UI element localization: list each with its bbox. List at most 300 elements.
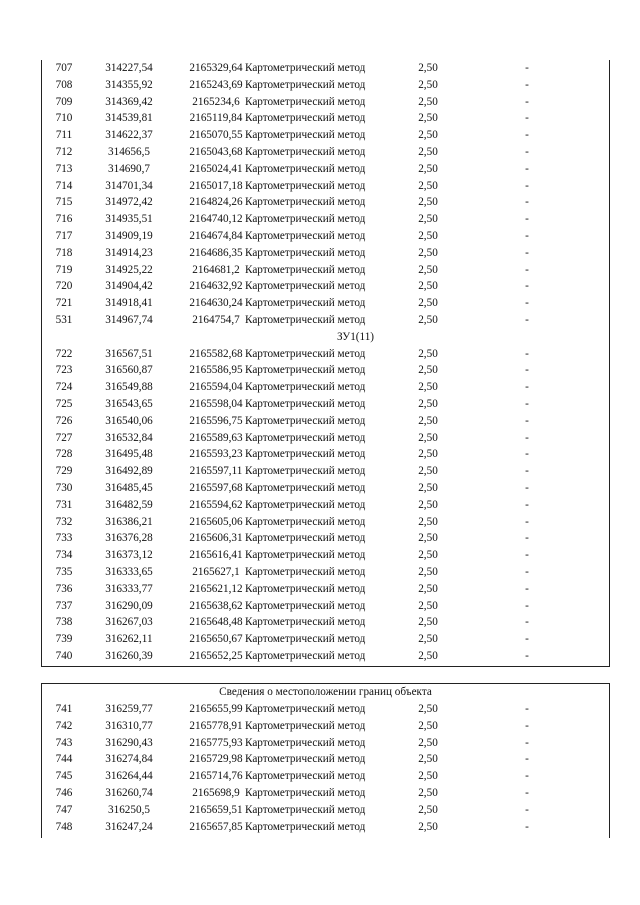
table-row bbox=[42, 718, 609, 735]
method: Картометрический метод bbox=[245, 280, 366, 293]
coord-x: 316260,39 bbox=[105, 649, 153, 662]
precision: 2,50 bbox=[418, 803, 438, 816]
coord-y: 2165596,75 bbox=[189, 414, 243, 427]
table-row bbox=[42, 127, 609, 144]
coord-x: 314935,51 bbox=[105, 213, 153, 226]
point-number: 709 bbox=[55, 95, 73, 108]
coord-x: 314909,19 bbox=[105, 229, 153, 242]
coord-x: 314690,7 bbox=[108, 162, 150, 175]
description: - bbox=[525, 719, 529, 732]
point-number: 713 bbox=[55, 162, 73, 175]
description: - bbox=[525, 703, 529, 715]
point-number: 737 bbox=[55, 599, 73, 612]
coord-y: 2164674,84 bbox=[189, 229, 243, 242]
point-number: 748 bbox=[55, 820, 73, 833]
block-title: Сведения о местоположении границ объекта bbox=[219, 686, 432, 698]
coord-y: 2165043,68 bbox=[189, 145, 243, 158]
table-row bbox=[42, 413, 609, 430]
coord-y: 2164740,12 bbox=[189, 213, 243, 226]
precision: 2,50 bbox=[418, 515, 438, 528]
coord-x: 314904,42 bbox=[105, 280, 153, 293]
method: Картометрический метод bbox=[245, 431, 366, 444]
coord-y: 2165775,93 bbox=[189, 736, 243, 749]
precision: 2,50 bbox=[418, 145, 438, 158]
method: Картометрический метод bbox=[245, 297, 366, 310]
table-row bbox=[42, 312, 609, 329]
description: - bbox=[525, 736, 529, 749]
coord-y: 2165778,91 bbox=[189, 719, 243, 732]
point-number: 714 bbox=[55, 179, 73, 192]
coord-x: 316532,84 bbox=[105, 431, 153, 444]
description: - bbox=[525, 820, 529, 833]
precision: 2,50 bbox=[418, 736, 438, 749]
method: Картометрический метод bbox=[245, 532, 366, 545]
method: Картометрический метод bbox=[245, 515, 366, 528]
coord-y: 2165593,23 bbox=[189, 448, 243, 461]
coord-x: 316259,77 bbox=[105, 703, 153, 715]
method: Картометрический метод bbox=[245, 498, 366, 511]
description: - bbox=[525, 145, 529, 158]
description: - bbox=[525, 246, 529, 259]
precision: 2,50 bbox=[418, 280, 438, 293]
coord-x: 316274,84 bbox=[105, 753, 153, 766]
description: - bbox=[525, 633, 529, 646]
description: - bbox=[525, 280, 529, 293]
description: - bbox=[525, 347, 529, 360]
point-number: 710 bbox=[55, 112, 73, 125]
table-row bbox=[42, 295, 609, 312]
description: - bbox=[525, 313, 529, 326]
coord-x: 316310,77 bbox=[105, 719, 153, 732]
table-row bbox=[42, 161, 609, 178]
table-row bbox=[42, 94, 609, 111]
method: Картометрический метод bbox=[245, 448, 366, 461]
precision: 2,50 bbox=[418, 549, 438, 562]
coord-y: 2164630,24 bbox=[189, 297, 243, 310]
coord-x: 314925,22 bbox=[105, 263, 153, 276]
method: Картометрический метод bbox=[245, 770, 366, 783]
coord-x: 316264,44 bbox=[105, 770, 153, 783]
description: - bbox=[525, 786, 529, 799]
description: - bbox=[525, 196, 529, 209]
precision: 2,50 bbox=[418, 414, 438, 427]
method: Картометрический метод bbox=[245, 703, 366, 715]
point-number: 728 bbox=[55, 448, 73, 461]
precision: 2,50 bbox=[418, 381, 438, 394]
method: Картометрический метод bbox=[245, 820, 366, 833]
description: - bbox=[525, 448, 529, 461]
method: Картометрический метод bbox=[245, 616, 366, 629]
coord-x: 316333,65 bbox=[105, 565, 153, 578]
table-row bbox=[42, 211, 609, 228]
precision: 2,50 bbox=[418, 196, 438, 209]
point-number: 743 bbox=[55, 736, 73, 749]
table-row bbox=[42, 631, 609, 648]
point-number: 739 bbox=[55, 633, 73, 646]
method: Картометрический метод bbox=[245, 582, 366, 595]
table-row bbox=[42, 768, 609, 785]
method: Картометрический метод bbox=[245, 95, 366, 108]
coord-y: 2165648,48 bbox=[189, 616, 243, 629]
precision: 2,50 bbox=[418, 162, 438, 175]
point-number: 735 bbox=[55, 565, 73, 578]
table-row bbox=[42, 110, 609, 127]
table-row bbox=[42, 396, 609, 413]
rows-group-b bbox=[42, 346, 609, 665]
precision: 2,50 bbox=[418, 95, 438, 108]
table-row bbox=[42, 530, 609, 547]
description: - bbox=[525, 753, 529, 766]
coord-x: 314622,37 bbox=[105, 129, 153, 142]
coord-y: 2165714,76 bbox=[189, 770, 243, 783]
point-number: 716 bbox=[55, 213, 73, 226]
coord-x: 316247,24 bbox=[105, 820, 153, 833]
coord-x: 314355,92 bbox=[105, 78, 153, 91]
point-number: 732 bbox=[55, 515, 73, 528]
precision: 2,50 bbox=[418, 179, 438, 192]
coord-y: 2164681,2 bbox=[192, 263, 240, 276]
method: Картометрический метод bbox=[245, 565, 366, 578]
coord-y: 2165638,62 bbox=[189, 599, 243, 612]
description: - bbox=[525, 213, 529, 226]
coord-y: 2165597,68 bbox=[189, 481, 243, 494]
coord-x: 316549,88 bbox=[105, 381, 153, 394]
method: Картометрический метод bbox=[245, 786, 366, 799]
precision: 2,50 bbox=[418, 786, 438, 799]
table-row bbox=[42, 598, 609, 615]
precision: 2,50 bbox=[418, 229, 438, 242]
description: - bbox=[525, 616, 529, 629]
method: Картометрический метод bbox=[245, 736, 366, 749]
method: Картометрический метод bbox=[245, 162, 366, 175]
coord-y: 2165616,41 bbox=[189, 549, 243, 562]
coord-y: 2164686,35 bbox=[189, 246, 243, 259]
rows-group-a bbox=[42, 60, 609, 329]
coord-x: 316560,87 bbox=[105, 364, 153, 377]
precision: 2,50 bbox=[418, 347, 438, 360]
coord-y: 2165606,31 bbox=[189, 532, 243, 545]
coord-y: 2165729,98 bbox=[189, 753, 243, 766]
coord-y: 2165659,51 bbox=[189, 803, 243, 816]
coord-x: 316290,43 bbox=[105, 736, 153, 749]
coord-x: 314914,23 bbox=[105, 246, 153, 259]
table-row bbox=[42, 245, 609, 262]
point-number: 738 bbox=[55, 616, 73, 629]
point-number: 725 bbox=[55, 397, 73, 410]
method: Картометрический метод bbox=[245, 719, 366, 732]
method: Картометрический метод bbox=[245, 347, 366, 360]
table-row bbox=[42, 178, 609, 195]
description: - bbox=[525, 263, 529, 276]
coordinates-table-block-1 bbox=[41, 60, 610, 667]
method: Картометрический метод bbox=[245, 465, 366, 478]
point-number: 722 bbox=[55, 347, 73, 360]
point-number: 721 bbox=[55, 297, 73, 310]
table-row bbox=[42, 60, 609, 77]
description: - bbox=[525, 397, 529, 410]
point-number: 720 bbox=[55, 280, 73, 293]
precision: 2,50 bbox=[418, 599, 438, 612]
table-row bbox=[42, 362, 609, 379]
coord-y: 2165657,85 bbox=[189, 820, 243, 833]
coord-y: 2165655,99 bbox=[189, 703, 243, 715]
table-row bbox=[42, 581, 609, 598]
point-number: 724 bbox=[55, 381, 73, 394]
precision: 2,50 bbox=[418, 448, 438, 461]
point-number: 730 bbox=[55, 481, 73, 494]
description: - bbox=[525, 62, 529, 74]
precision: 2,50 bbox=[418, 465, 438, 478]
coord-x: 316333,77 bbox=[105, 582, 153, 595]
coord-x: 316492,89 bbox=[105, 465, 153, 478]
precision: 2,50 bbox=[418, 498, 438, 511]
table-row bbox=[42, 648, 609, 665]
coord-x: 314369,42 bbox=[105, 95, 153, 108]
coord-x: 316540,06 bbox=[105, 414, 153, 427]
coord-y: 2164632,92 bbox=[189, 280, 243, 293]
coord-y: 2165589,63 bbox=[189, 431, 243, 444]
coord-y: 2165652,25 bbox=[189, 649, 243, 662]
point-number: 715 bbox=[55, 196, 73, 209]
table-row bbox=[42, 228, 609, 245]
description: - bbox=[525, 95, 529, 108]
table-row bbox=[42, 701, 609, 718]
description: - bbox=[525, 599, 529, 612]
precision: 2,50 bbox=[418, 313, 438, 326]
point-number: 731 bbox=[55, 498, 73, 511]
method: Картометрический метод bbox=[245, 481, 366, 494]
method: Картометрический метод bbox=[245, 753, 366, 766]
coord-y: 2165119,84 bbox=[189, 112, 243, 125]
point-number: 708 bbox=[55, 78, 73, 91]
method: Картометрический метод bbox=[245, 145, 366, 158]
method: Картометрический метод bbox=[245, 803, 366, 816]
coord-x: 316250,5 bbox=[108, 803, 150, 816]
coord-x: 316386,21 bbox=[105, 515, 153, 528]
table-row bbox=[42, 751, 609, 768]
coord-x: 316376,28 bbox=[105, 532, 153, 545]
rows-group-c bbox=[42, 701, 609, 835]
description: - bbox=[525, 364, 529, 377]
method: Картометрический метод bbox=[245, 129, 366, 142]
coordinates-table-block-2 bbox=[41, 683, 610, 838]
coord-x: 314539,81 bbox=[105, 112, 153, 125]
method: Картометрический метод bbox=[245, 229, 366, 242]
table-row bbox=[42, 144, 609, 161]
coord-y: 2165243,69 bbox=[189, 78, 243, 91]
table-row bbox=[42, 547, 609, 564]
precision: 2,50 bbox=[418, 719, 438, 732]
method: Картометрический метод bbox=[245, 599, 366, 612]
coord-y: 2164754,7 bbox=[192, 313, 240, 326]
description: - bbox=[525, 297, 529, 310]
method: Картометрический метод bbox=[245, 397, 366, 410]
coord-x: 314656,5 bbox=[108, 145, 150, 158]
precision: 2,50 bbox=[418, 532, 438, 545]
method: Картометрический метод bbox=[245, 381, 366, 394]
table-row bbox=[42, 262, 609, 279]
description: - bbox=[525, 112, 529, 125]
table-row bbox=[42, 802, 609, 819]
coord-y: 2165621,12 bbox=[189, 582, 243, 595]
description: - bbox=[525, 179, 529, 192]
table-row bbox=[42, 497, 609, 514]
point-number: 723 bbox=[55, 364, 73, 377]
coord-y: 2165234,6 bbox=[192, 95, 240, 108]
method: Картометрический метод bbox=[245, 62, 366, 74]
point-number: 744 bbox=[55, 753, 73, 766]
precision: 2,50 bbox=[418, 431, 438, 444]
description: - bbox=[525, 582, 529, 595]
coord-y: 2165070,55 bbox=[189, 129, 243, 142]
method: Картометрический метод bbox=[245, 263, 366, 276]
description: - bbox=[525, 649, 529, 662]
precision: 2,50 bbox=[418, 213, 438, 226]
point-number: 733 bbox=[55, 532, 73, 545]
precision: 2,50 bbox=[418, 397, 438, 410]
description: - bbox=[525, 481, 529, 494]
table-row bbox=[42, 735, 609, 752]
precision: 2,50 bbox=[418, 770, 438, 783]
description: - bbox=[525, 229, 529, 242]
description: - bbox=[525, 414, 529, 427]
description: - bbox=[525, 129, 529, 142]
precision: 2,50 bbox=[418, 481, 438, 494]
coord-y: 2165329,64 bbox=[189, 62, 243, 74]
point-number: 727 bbox=[55, 431, 73, 444]
precision: 2,50 bbox=[418, 364, 438, 377]
coord-x: 314918,41 bbox=[105, 297, 153, 310]
point-number: 736 bbox=[55, 582, 73, 595]
table-row bbox=[42, 430, 609, 447]
method: Картометрический метод bbox=[245, 549, 366, 562]
precision: 2,50 bbox=[418, 633, 438, 646]
coord-x: 316543,65 bbox=[105, 397, 153, 410]
coord-x: 316482,59 bbox=[105, 498, 153, 511]
method: Картометрический метод bbox=[245, 246, 366, 259]
table-row bbox=[42, 77, 609, 94]
method: Картометрический метод bbox=[245, 649, 366, 662]
coord-x: 316267,03 bbox=[105, 616, 153, 629]
table-row bbox=[42, 278, 609, 295]
precision: 2,50 bbox=[418, 62, 438, 74]
method: Картометрический метод bbox=[245, 196, 366, 209]
coord-y: 2165586,95 bbox=[189, 364, 243, 377]
description: - bbox=[525, 549, 529, 562]
precision: 2,50 bbox=[418, 129, 438, 142]
table-row bbox=[42, 379, 609, 396]
table-row bbox=[42, 514, 609, 531]
table-row bbox=[42, 785, 609, 802]
description: - bbox=[525, 498, 529, 511]
point-number: 729 bbox=[55, 465, 73, 478]
precision: 2,50 bbox=[418, 616, 438, 629]
method: Картометрический метод bbox=[245, 313, 366, 326]
precision: 2,50 bbox=[418, 582, 438, 595]
precision: 2,50 bbox=[418, 246, 438, 259]
description: - bbox=[525, 465, 529, 478]
method: Картометрический метод bbox=[245, 78, 366, 91]
coord-y: 2164824,26 bbox=[189, 196, 243, 209]
description: - bbox=[525, 532, 529, 545]
precision: 2,50 bbox=[418, 112, 438, 125]
coord-y: 2165698,9 bbox=[192, 786, 240, 799]
point-number: 712 bbox=[55, 145, 73, 158]
coord-x: 316485,45 bbox=[105, 481, 153, 494]
coord-x: 316262,11 bbox=[105, 633, 153, 646]
coord-y: 2165598,04 bbox=[189, 397, 243, 410]
table-row bbox=[42, 446, 609, 463]
point-number: 717 bbox=[55, 229, 73, 242]
table-row bbox=[42, 819, 609, 836]
point-number: 746 bbox=[55, 786, 73, 799]
method: Картометрический метод bbox=[245, 112, 366, 125]
precision: 2,50 bbox=[418, 649, 438, 662]
coord-y: 2165594,04 bbox=[189, 381, 243, 394]
method: Картометрический метод bbox=[245, 213, 366, 226]
coord-x: 314701,34 bbox=[105, 179, 153, 192]
method: Картометрический метод bbox=[245, 179, 366, 192]
method: Картометрический метод bbox=[245, 633, 366, 646]
coord-x: 316290,09 bbox=[105, 599, 153, 612]
coord-x: 314972,42 bbox=[105, 196, 153, 209]
table-row bbox=[42, 480, 609, 497]
coord-y: 2165017,18 bbox=[189, 179, 243, 192]
description: - bbox=[525, 162, 529, 175]
coord-y: 2165597,11 bbox=[189, 465, 243, 478]
coord-x: 316567,51 bbox=[105, 347, 153, 360]
coord-y: 2165582,68 bbox=[189, 347, 243, 360]
description: - bbox=[525, 803, 529, 816]
table-row bbox=[42, 346, 609, 363]
table-row bbox=[42, 614, 609, 631]
table-row bbox=[42, 463, 609, 480]
coord-x: 314227,54 bbox=[105, 62, 153, 74]
description: - bbox=[525, 565, 529, 578]
point-number: 711 bbox=[55, 129, 73, 142]
precision: 2,50 bbox=[418, 78, 438, 91]
coord-x: 316373,12 bbox=[105, 549, 153, 562]
point-number: 747 bbox=[55, 803, 73, 816]
precision: 2,50 bbox=[418, 820, 438, 833]
point-number: 742 bbox=[55, 719, 73, 732]
point-number: 531 bbox=[55, 313, 73, 326]
point-number: 726 bbox=[55, 414, 73, 427]
coord-x: 316260,74 bbox=[105, 786, 153, 799]
point-number: 719 bbox=[55, 263, 73, 276]
coord-y: 2165594,62 bbox=[189, 498, 243, 511]
method: Картометрический метод bbox=[245, 414, 366, 427]
coord-y: 2165605,06 bbox=[189, 515, 243, 528]
point-number: 740 bbox=[55, 649, 73, 662]
table-row bbox=[42, 194, 609, 211]
point-number: 707 bbox=[55, 62, 73, 74]
description: - bbox=[525, 770, 529, 783]
precision: 2,50 bbox=[418, 263, 438, 276]
table-row bbox=[42, 564, 609, 581]
coord-x: 316495,48 bbox=[105, 448, 153, 461]
precision: 2,50 bbox=[418, 297, 438, 310]
section-label: ЗУ1(11) bbox=[336, 330, 375, 343]
coord-x: 314967,74 bbox=[105, 313, 153, 326]
coord-y: 2165024,41 bbox=[189, 162, 243, 175]
point-number: 745 bbox=[55, 770, 73, 783]
description: - bbox=[525, 381, 529, 394]
description: - bbox=[525, 515, 529, 528]
point-number: 734 bbox=[55, 549, 73, 562]
description: - bbox=[525, 78, 529, 91]
point-number: 718 bbox=[55, 246, 73, 259]
